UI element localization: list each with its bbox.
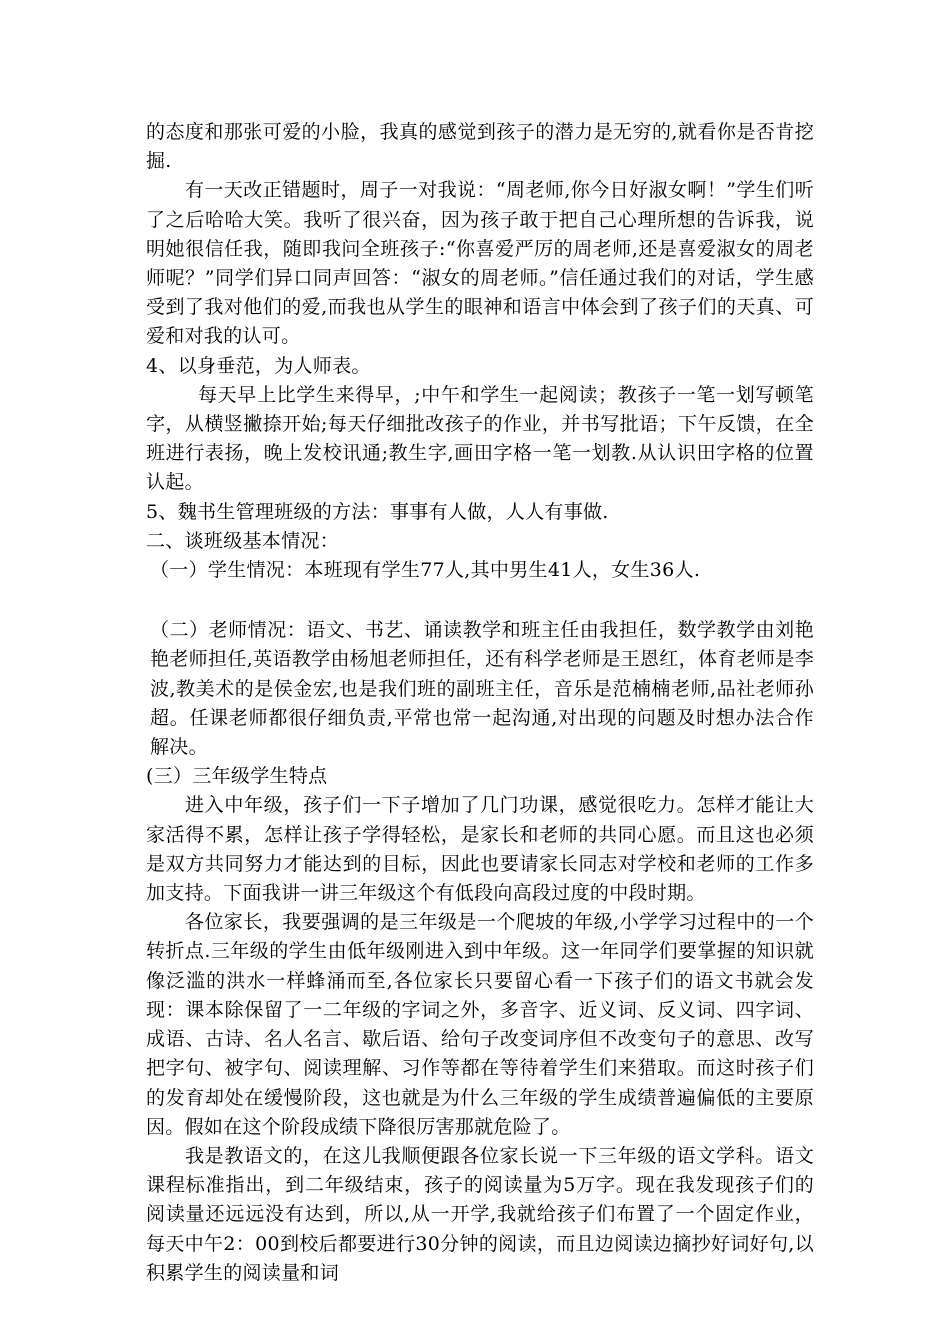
paragraph-continuation: 的态度和那张可爱的小脸，我真的感觉到孩子的潜力是无穷的,就看你是否肯挖掘.	[146, 121, 814, 173]
paragraph-chinese-subject: 我是教语文的，在这儿我顺便跟各位家长说一下三年级的语文学科。语文课程标准指出，到二年级结束，孩子的阅读量为5万字。现在我发现孩子们的阅读量还远远没有达到，所以,从一开学,我就给孩子们布置了一个固定作业，每天中午2：00到校后都要进行30分钟的阅读，而且边阅读边摘抄好词好句,以积累学生的阅读量和词	[146, 1144, 814, 1284]
section-heading-5: 5、魏书生管理班级的方法：事事有人做，人人有事做.	[146, 500, 609, 523]
subsection-heading-grade3: (三）三年级学生特点	[146, 765, 328, 788]
blank-line	[146, 585, 814, 616]
subsection-students: （一）学生情况：本班现有学生77人,其中男生41人，女生36人.	[150, 559, 701, 582]
paragraph-anecdote: 有一天改正错题时，周子一对我说：“周老师,你今日好淑女啊！”学生们听了之后哈哈大笑。我听了很兴奋，因为孩子敢于把自己心理所想的告诉我，说明她很信任我，随即我问全班孩子:“你喜爱严厉的周老师,还是喜爱淑女的周老师呢？”同学们异口同声回答：“淑女的周老师。”信任通过我们的对话，学生感受到了我对他们的爱,而我也从学生的眼神和语言中体会到了孩子们的天真、可爱和对我的认可。	[146, 179, 814, 348]
section-heading-2: 二、谈班级基本情况：	[146, 529, 340, 552]
paragraph-daily-routine: 每天早上比学生来得早，;中午和学生一起阅读；教孩子一笔一划写顿笔字，从横竖撇捺开始;每天仔细批改孩子的作业，并书写批语；下午反馈，在全班进行表扬，晚上发校讯通;教生字,画田字格一笔一划教.从认识田字格的位置认起。	[146, 383, 814, 494]
document-body	[146, 118, 814, 1288]
paragraph-middle-grade: 进入中年级，孩子们一下子增加了几门功课，感觉很吃力。怎样才能让大家活得不累，怎样让孩子学得轻松，是家长和老师的共同心愿。而且这也必须是双方共同努力才能达到的目标，因此也要请家长同志对学校和老师的工作多加支持。下面我讲一讲三年级这个有低段向高段过度的中段时期。	[146, 794, 814, 905]
subsection-teachers: （二）老师情况：语文、书艺、诵读教学和班主任由我担任，数学教学由刘艳艳老师担任,英语教学由杨旭老师担任，还有科学老师是王恩红，体育老师是李波,教美术的是侯金宏,也是我们班的副班主任，音乐是范楠楠老师,品社老师孙超。任课老师都很仔细负责,平常也常一起沟通,对出现的问题及时想办法合作解决。	[150, 619, 814, 759]
paragraph-turning-point: 各位家长，我要强调的是三年级是一个爬坡的年级,小学学习过程中的一个转折点.三年级的学生由低年级刚进入到中年级。这一年同学们要掌握的知识就像泛滥的洪水一样蜂涌而至,各位家长只要留心看一下孩子们的语文书就会发现：课本除保留了一二年级的字词之外，多音字、近义词、反义词、四字词、成语、古诗、名人名言、歇后语、给句子改变词序但不改变句子的意思、改写把字句、被字句、阅读理解、习作等都在等待着学生们来猎取。而这时孩子们的发育却处在缓慢阶段，这也就是为什么三年级的学生成绩普遍偏低的主要原因。假如在这个阶段成绩下降很厉害那就危险了。	[146, 911, 814, 1138]
section-heading-4: 4、以身垂范，为人师表。	[146, 354, 371, 377]
